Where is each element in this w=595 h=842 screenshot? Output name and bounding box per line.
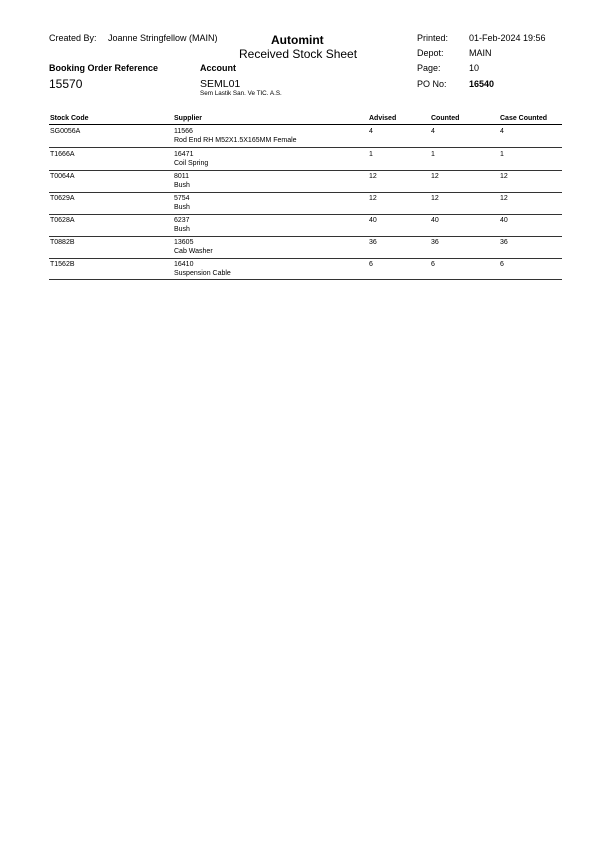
stock-code: T0064A xyxy=(50,173,75,180)
counted: 1 xyxy=(431,151,435,158)
account-name: Sem Lastik San. Ve TIC. A.S. xyxy=(200,90,282,97)
col-counted: Counted xyxy=(431,115,460,122)
description: Bush xyxy=(174,204,190,211)
counted: 4 xyxy=(431,128,435,135)
row-divider xyxy=(49,147,562,148)
stock-code: T1562B xyxy=(50,261,75,268)
advised: 40 xyxy=(369,217,377,224)
counted: 12 xyxy=(431,195,439,202)
col-case-counted: Case Counted xyxy=(500,115,548,122)
case-counted: 4 xyxy=(500,128,504,135)
printed-label: Printed: xyxy=(417,33,449,43)
page-label: Page: xyxy=(417,63,441,73)
stock-code: T0629A xyxy=(50,195,75,202)
description: Suspension Cable xyxy=(174,270,231,277)
advised: 4 xyxy=(369,128,373,135)
supplier-code: 13605 xyxy=(174,239,194,246)
account-code: SEML01 xyxy=(200,78,241,90)
company-name: Automint xyxy=(271,33,324,47)
counted: 12 xyxy=(431,173,439,180)
row-divider xyxy=(49,258,562,259)
description: Cab Washer xyxy=(174,248,213,255)
row-divider xyxy=(49,214,562,215)
case-counted: 1 xyxy=(500,151,504,158)
stock-code: T0882B xyxy=(50,239,75,246)
depot-label: Depot: xyxy=(417,48,444,58)
advised: 1 xyxy=(369,151,373,158)
description: Rod End RH M52X1.5X165MM Female xyxy=(174,137,297,144)
case-counted: 36 xyxy=(500,239,508,246)
advised: 12 xyxy=(369,195,377,202)
counted: 36 xyxy=(431,239,439,246)
case-counted: 12 xyxy=(500,195,508,202)
supplier-code: 5754 xyxy=(174,195,190,202)
case-counted: 40 xyxy=(500,217,508,224)
row-divider xyxy=(49,279,562,280)
po-label: PO No: xyxy=(417,79,447,89)
col-supplier: Supplier xyxy=(174,115,203,122)
supplier-code: 16471 xyxy=(174,151,194,158)
case-counted: 12 xyxy=(500,173,508,180)
created-by-label: Created By: xyxy=(49,33,97,43)
booking-ref-value: 15570 xyxy=(49,77,83,91)
document-title: Received Stock Sheet xyxy=(239,47,358,61)
supplier-code: 6237 xyxy=(174,217,190,224)
stock-code: SG0056A xyxy=(50,128,81,135)
description: Bush xyxy=(174,182,190,189)
advised: 12 xyxy=(369,173,377,180)
printed-value: 01-Feb-2024 19:56 xyxy=(469,33,546,43)
counted: 6 xyxy=(431,261,435,268)
supplier-code: 8011 xyxy=(174,173,190,180)
advised: 36 xyxy=(369,239,377,246)
header-divider xyxy=(49,124,562,125)
booking-ref-label: Booking Order Reference xyxy=(49,63,159,73)
row-divider xyxy=(49,236,562,237)
counted: 40 xyxy=(431,217,439,224)
case-counted: 6 xyxy=(500,261,504,268)
created-by-value: Joanne Stringfellow (MAIN) xyxy=(108,33,218,43)
account-label: Account xyxy=(200,63,236,73)
stock-code: T1666A xyxy=(50,151,75,158)
description: Bush xyxy=(174,226,190,233)
stock-code: T0628A xyxy=(50,217,75,224)
advised: 6 xyxy=(369,261,373,268)
row-divider xyxy=(49,192,562,193)
supplier-code: 11566 xyxy=(174,128,193,135)
row-divider xyxy=(49,170,562,171)
supplier-code: 16410 xyxy=(174,261,194,268)
po-value: 16540 xyxy=(469,79,495,89)
col-advised: Advised xyxy=(369,115,397,122)
page-value: 10 xyxy=(469,63,480,73)
col-stock-code: Stock Code xyxy=(50,115,89,122)
depot-value: MAIN xyxy=(469,48,492,58)
description: Coil Spring xyxy=(174,160,209,167)
